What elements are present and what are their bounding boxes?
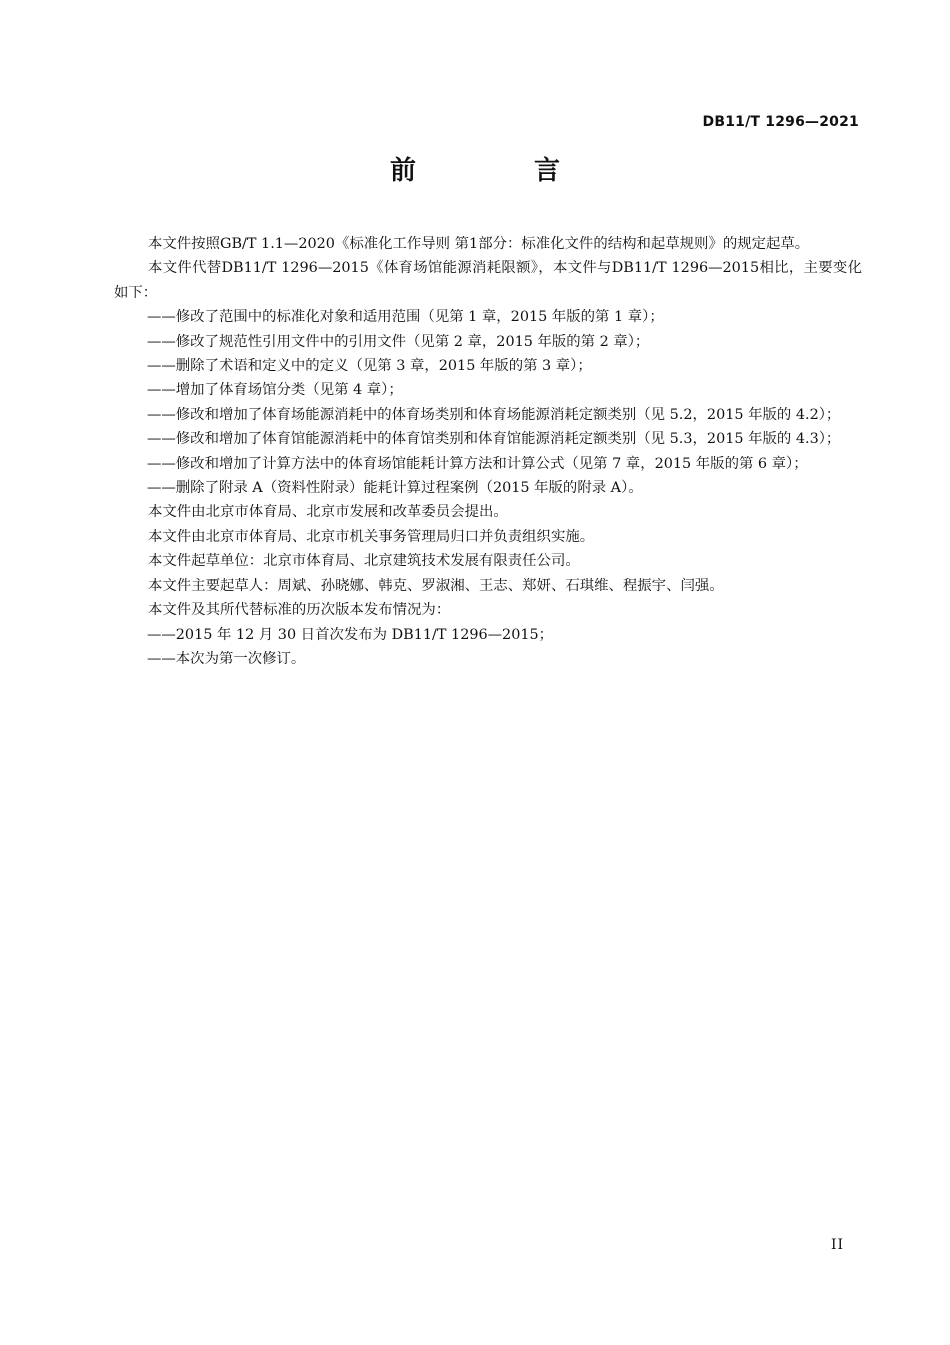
list-item: ——修改了规范性引用文件中的引用文件（见第 2 章，2015 年版的第 2 章）； [147, 333, 650, 350]
list-item: ——本次为第一次修订。 [147, 650, 306, 667]
list-item: ——增加了体育场馆分类（见第 4 章）； [147, 382, 403, 399]
list-item: ——修改和增加了体育场能源消耗中的体育场类别和体育场能源消耗定额类别（见 5.2，2015 年版的 4.2）； [147, 406, 841, 423]
paragraph-drafters: 本文件主要起草人：周斌、孙晓娜、韩克、罗淑湘、王志、郑妍、石琪维、程振宇、闫强。 [148, 577, 724, 594]
list-item: ——修改和增加了体育馆能源消耗中的体育馆类别和体育馆能源消耗定额类别（见 5.3，2015 年版的 4.3）； [147, 431, 841, 448]
paragraph-proposer: 本文件由北京市体育局、北京市发展和改革委员会提出。 [148, 504, 508, 521]
foreword-body [114, 232, 862, 671]
change-list [114, 305, 862, 500]
list-item: ——2015 年 12 月 30 日首次发布为 DB11/T 1296—2015； [147, 626, 554, 643]
paragraph-replacement: 本文件代替DB11/T 1296—2015《体育场馆能源消耗限额》，本文件与DB11/T 1296—2015相比，主要变化如下： [114, 260, 862, 301]
paragraph-standard-basis: 本文件按照GB/T 1.1—2020《标准化工作导则 第1部分：标准化文件的结构和起草规则》的规定起草。 [148, 236, 810, 252]
list-item: ——删除了术语和定义中的定义（见第 3 章，2015 年版的第 3 章）； [147, 358, 592, 375]
history-list [114, 623, 862, 672]
page-title: 前 言 [389, 156, 606, 186]
list-item: ——修改和增加了计算方法中的体育场馆能耗计算方法和计算公式（见第 7 章，2015 年版的第 6 章）； [147, 455, 808, 472]
paragraph-drafting-units: 本文件起草单位：北京市体育局、北京建筑技术发展有限责任公司。 [148, 553, 580, 570]
paragraph-administrator: 本文件由北京市体育局、北京市机关事务管理局归口并负责组织实施。 [148, 528, 595, 545]
list-item: ——删除了附录 A（资料性附录）能耗计算过程案例（2015 年版的附录 A）。 [147, 480, 643, 497]
document-code: DB11/T 1296—2021 [702, 114, 859, 130]
paragraph-version-history: 本文件及其所代替标准的历次版本发布情况为： [148, 602, 451, 619]
page-number: II [830, 1237, 844, 1253]
list-item: ——修改了范围中的标准化对象和适用范围（见第 1 章，2015 年版的第 1 章）； [147, 309, 664, 326]
